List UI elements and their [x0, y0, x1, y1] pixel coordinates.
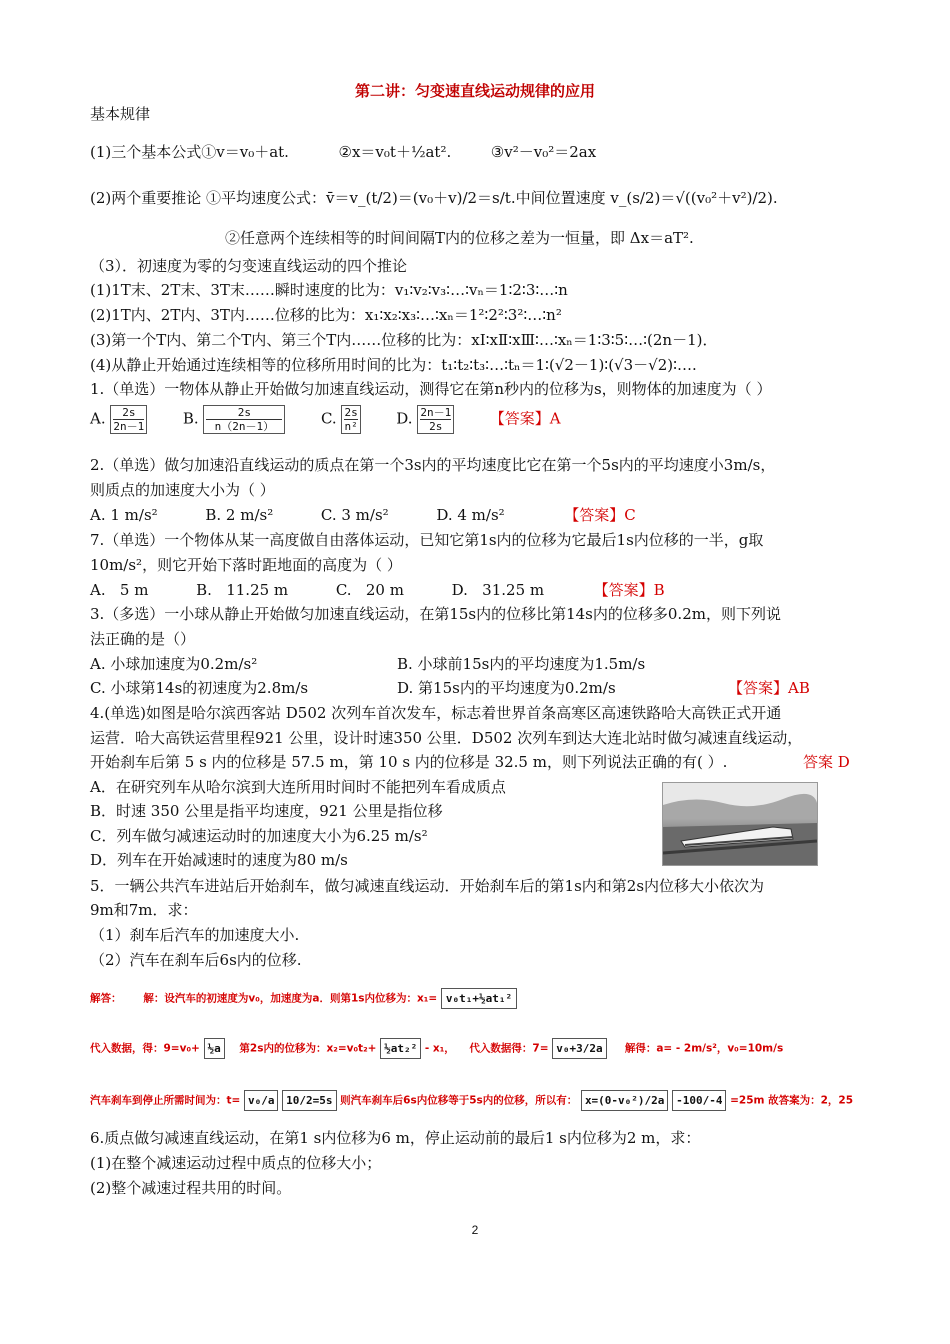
basic-rules-heading: 基本规律 — [90, 105, 151, 123]
q2-stem-1: 2.（单选）做匀加速沿直线运动的质点在第一个3s内的平均速度比它在第一个5s内的平均速度小3m/s， — [90, 456, 776, 474]
q3-option-b: B. 小球前15s内的平均速度为1.5m/s — [397, 655, 646, 673]
q5-sol2a-text: 代入数据，得：9=v₀+ — [90, 1042, 200, 1055]
q2-stem-2: 则质点的加速度大小为（ ） — [90, 481, 275, 499]
q5-sol2b-text: 第2s内的位移为：x₂=v₀t₂+ — [228, 1042, 377, 1055]
q4-option-c: C．列车做匀减速运动时的加速度大小为6.25 m/s² — [90, 827, 428, 845]
q5-sub-2: （2）汽车在刹车后6s内的位移. — [90, 951, 302, 969]
q2-answer: 【答案】C — [564, 506, 636, 524]
q1-answer: 【答案】A — [489, 409, 561, 428]
q5-sol3a-formula-2: 10/2=5s — [282, 1090, 336, 1111]
q4-stem-1: 4.(单选)如图是哈尔滨西客站 D502 次列车首次发车，标志着世界首条高寒区高速铁路哈大高铁正式开通 — [90, 704, 782, 722]
inference-4: (4)从静止开始通过连续相等的位移所用时间的比为：t₁∶t₂∶t₃∶…∶tₙ＝1∶(√2－1)∶(√3－√2)∶…. — [90, 356, 697, 374]
q6-stem: 6.质点做匀减速直线运动，在第1 s内位移为6 m，停止运动前的最后1 s内位移为2 m，求： — [90, 1129, 701, 1147]
q5-sol2b-formula: ½at₂² — [380, 1038, 421, 1059]
q5-sol3b-formula-1: x=(0-v₀²)/2a — [581, 1090, 668, 1111]
q5-solution-line-1 — [90, 988, 517, 1009]
q5-sol1-text: 解答： 解：设汽车的初速度为v₀，加速度为a．则第1s内位移为：x₁= — [90, 992, 438, 1005]
q5-stem-2: 9m和7m．求： — [90, 901, 198, 919]
q3-answer: 【答案】AB — [728, 679, 810, 697]
q5-sol3a-formula-1: v₀/a — [244, 1090, 279, 1111]
q1-b-formula: $\frac{2s}{n(2n-1)}$ — [203, 405, 285, 434]
q4-option-d: D．列车在开始减速时的速度为80 m/s — [90, 851, 348, 869]
formula-1b: ②x＝v₀t＋½at². — [338, 143, 452, 161]
q1-d-label: D. — [396, 409, 413, 428]
q3-option-a: A. 小球加速度为0.2m/s² — [90, 655, 258, 673]
q5-sol2c-text: - x₁， 代入数据得：7= — [424, 1042, 549, 1055]
q5-sol1-formula: v₀t₁+½at₁² — [441, 988, 517, 1009]
q1-a-formula: $\frac{2s}{2n-1}$ — [110, 405, 147, 434]
page-title: 第二讲：匀变速直线运动规律的应用 — [354, 82, 595, 100]
formula-1c: ③v²－v₀²＝2ax — [490, 143, 597, 161]
q4-option-a: A．在研究列车从哈尔滨到大连所用时间时不能把列车看成质点 — [90, 778, 506, 796]
q5-stem-1: 5．一辆公共汽车进站后开始刹车，做匀减速直线运动．开始刹车后的第1s内和第2s内位移大小依次为 — [90, 877, 765, 895]
q5-sol2c-formula: v₀+3/2a — [552, 1038, 606, 1059]
q5-sol2a-formula: ½a — [204, 1038, 225, 1059]
q7-options — [90, 580, 665, 600]
q1-c-formula: $\frac{2s}{\text{n²}}$ — [341, 405, 360, 434]
q4-stem-3: 开始刹车后第 5 s 内的位移是 57.5 m，第 10 s 内的位移是 32.5 m，则下列说法正确的有( ）. — [90, 753, 728, 771]
q2-options-text: A. 1 m/s² B. 2 m/s² C. 3 m/s² D. 4 m/s² — [90, 506, 505, 524]
section-3-heading: （3）．初速度为零的匀变速直线运动的四个推论 — [90, 257, 408, 275]
formula-1a: (1)三个基本公式①v＝v₀＋at. — [90, 143, 289, 161]
q7-stem-2: 10m/s²，则它开始下落时距地面的高度为（ ） — [90, 556, 402, 574]
q1-b-label: B. — [182, 409, 199, 428]
page-number: 2 — [471, 1223, 479, 1237]
q5-sol2d-text: 解得：a= - 2m/s²，v₀=10m/s — [610, 1042, 784, 1055]
q6-sub-2: (2)整个减速过程共用的时间。 — [90, 1179, 292, 1197]
formula-line-2b: ②任意两个连续相等的时间间隔T内的位移之差为一恒量，即 Δx＝aT². — [225, 229, 694, 247]
q5-sub-1: （1）刹车后汽车的加速度大小. — [90, 926, 300, 944]
inference-3: (3)第一个T内、第二个T内、第三个T内……位移的比为：xⅠ∶xⅡ∶xⅢ∶…∶xₙ＝1∶3∶5∶…∶(2n－1)． — [90, 331, 718, 349]
q4-answer: 答案 D — [803, 753, 850, 771]
q4-option-b: B．时速 350 公里是指平均速度，921 公里是指位移 — [90, 802, 443, 820]
q5-solution-line-2 — [90, 1038, 783, 1059]
q4-stem-2: 运营．哈大高铁运营里程921 公里，设计时速350 公里．D502 次列车到达大连北站时做匀减速直线运动， — [90, 729, 803, 747]
q5-sol3b-text: 则汽车刹车后6s内位移等于5s内的位移，所以有： — [340, 1094, 578, 1107]
q7-answer: 【答案】B — [593, 581, 665, 599]
q7-options-text: A. 5 m B. 11.25 m C. 20 m D. 31.25 m — [90, 581, 545, 599]
q5-sol3a-text: 汽车刹车到停止所需时间为：t= — [90, 1094, 241, 1107]
train-illustration — [663, 783, 817, 865]
q6-sub-1: (1)在整个减速运动过程中质点的位移大小； — [90, 1154, 382, 1172]
q1-options — [90, 405, 561, 434]
q1-a-label: A. — [90, 409, 106, 428]
inference-2: (2)1T内、2T内、3T内……位移的比为：x₁∶x₂∶x₃∶…∶xₙ＝1²∶2²∶3²∶…∶n² — [90, 306, 562, 324]
formula-line-1 — [90, 142, 596, 162]
q2-options — [90, 505, 636, 525]
formula-line-2: (2)两个重要推论 ①平均速度公式：v̄＝v_(t/2)＝(v₀＋v)/2＝s/t.中间位置速度 v_(s/2)＝√((v₀²＋v²)/2). — [90, 189, 778, 207]
q1-c-label: C. — [320, 409, 337, 428]
q5-sol3b-formula-2: -100/-4 — [672, 1090, 726, 1111]
inference-1: (1)1T末、2T末、3T末……瞬时速度的比为：v₁∶v₂∶v₃∶…∶vₙ＝1∶2∶3∶…∶n — [90, 281, 568, 299]
train-photo — [662, 782, 818, 866]
q5-solution-line-3 — [90, 1090, 853, 1111]
q3-stem-1: 3.（多选）一小球从静止开始做匀加速直线运动，在第15s内的位移比第14s内的位移多0.2m，则下列说 — [90, 605, 781, 623]
q3-option-d: D. 第15s内的平均速度为0.2m/s — [397, 679, 616, 697]
q1-stem: 1.（单选）一物体从静止开始做匀加速直线运动，测得它在第n秒内的位移为s，则物体的加速度为（ ） — [90, 380, 772, 398]
q3-stem-2: 法正确的是（） — [90, 630, 196, 648]
q7-stem-1: 7.（单选）一个物体从某一高度做自由落体运动，已知它第1s内的位移为它最后1s内位移的一半，g取 — [90, 531, 764, 549]
q5-sol3c-text: =25m 故答案为：2，25 — [730, 1094, 854, 1107]
q3-option-c: C. 小球第14s的初速度为2.8m/s — [90, 679, 309, 697]
q1-d-formula: $\frac{2n-1}{2s}$ — [417, 405, 454, 434]
